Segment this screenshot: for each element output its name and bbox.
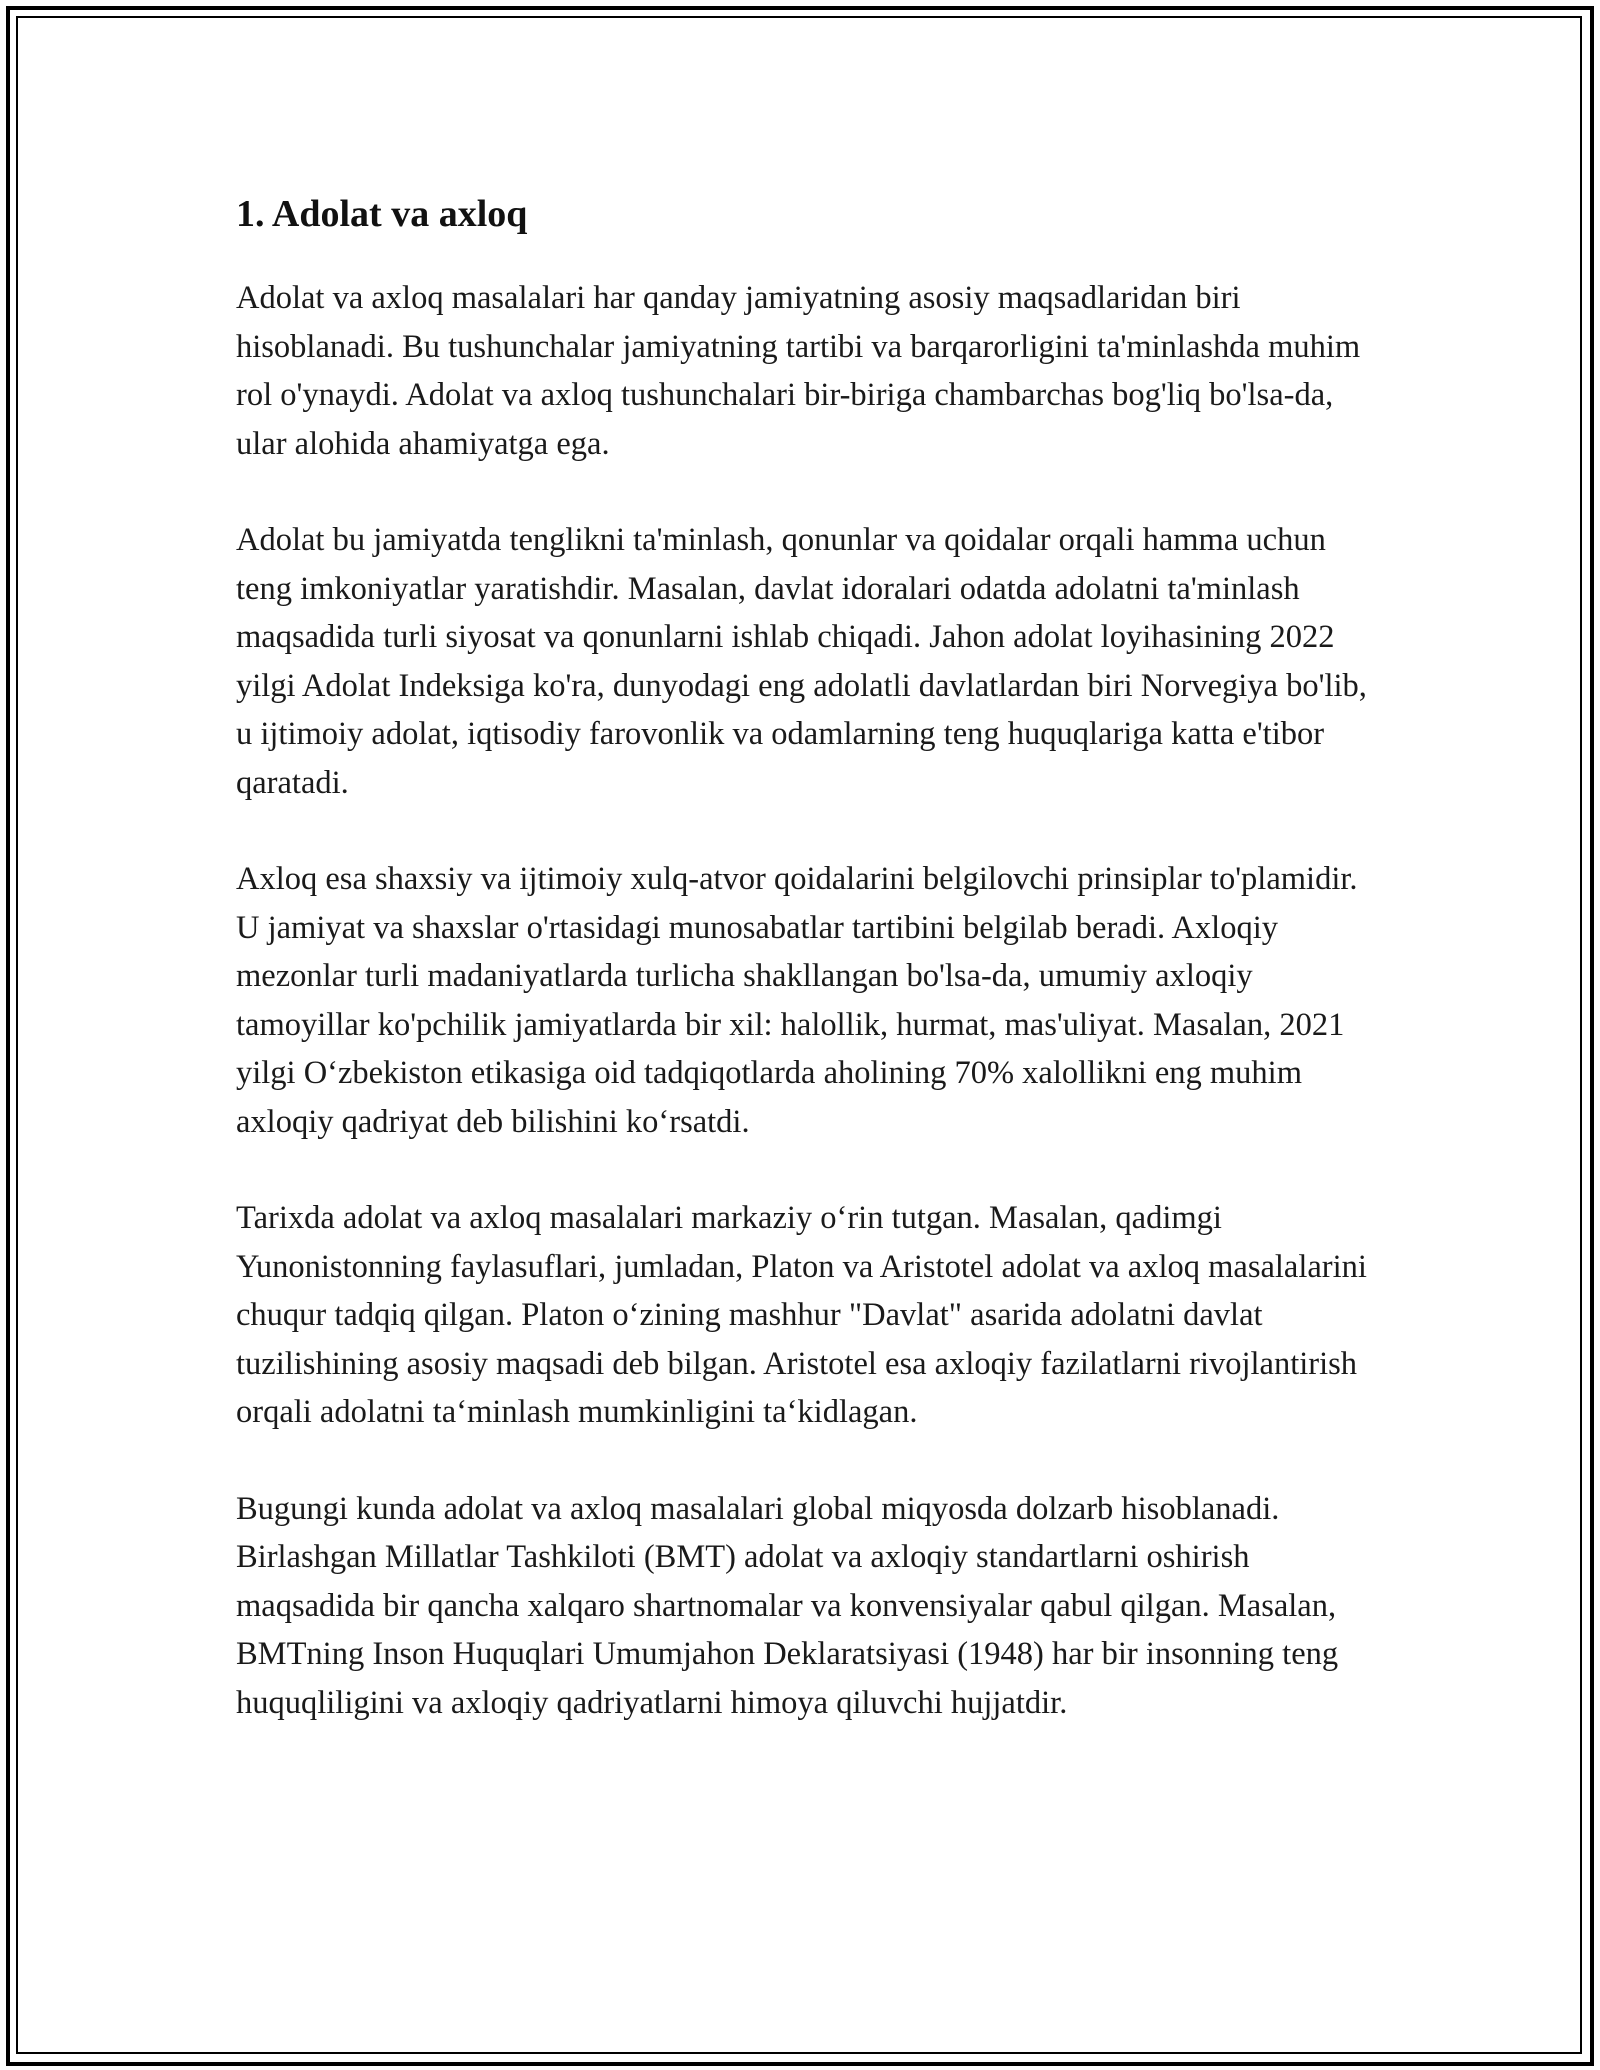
paragraph-bugun: Bugungi kunda adolat va axloq masalalari global miqyosda dolzarb hisoblanadi. Birlashgan Millatlar Tashkiloti (BMT) adolat va axloqiy standartlarni oshirish maqsadida bir qancha xalqaro shartnomalar va konvensiyalar qabul qilgan. Masalan, BMTning Inson Huquqlari Umumjahon Deklaratsiyasi (1948) har bir insonning teng huquqliligini va axloqiy qadriyatlarni himoya qiluvchi hujjatdir. (236, 1490, 1339, 1721)
paragraph-tarix: Tarixda adolat va axloq masalalari markaziy o‘rin tutgan. Masalan, qadimgi Yunonistonning faylasuflari, jumladan, Platon va Aristotel adolat va axloq masalalarini chuqur tadqiq qilgan. Platon o‘zining mashhur "Davlat" asarida adolatni davlat tuzilishining asosiy maqsadi deb bilgan. Aristotel esa axloqiy fazilatlarni rivojlantirish orqali adolatni ta‘minlash mumkinligini ta‘kidlagan. (236, 1200, 1367, 1430)
paragraph-axloq: Axloq esa shaxsiy va ijtimoiy xulq-atvor qoidalarini belgilovchi prinsiplar to'plamidir. U jamiyat va shaxslar o'rtasidagi munosabatlar tartibini belgilab beradi. Axloqiy mezonlar turli madaniyatlarda turlicha shakllangan bo'lsa-da, umumiy axloqiy tamoyillar ko'pchilik jamiyatlarda bir xil: halollik, hurmat, mas'uliyat. Masalan, 2021 yilgi O‘zbekiston etikasiga oid tadqiqotlarda aholining 70% xalollikni eng muhim axloqiy qadriyat deb bilishini ko‘rsatdi. (236, 861, 1358, 1140)
paragraph-intro: Adolat va axloq masalalari har qanday jamiyatning asosiy maqsadlaridan biri hisoblanadi. Bu tushunchalar jamiyatning tartibi va barqarorligini ta'minlashda muhim rol o'ynaydi. Adolat va axloq tushunchalari bir-biriga chambarchas bog'liq bo'lsa-da, ular alohida ahamiyatga ega. (236, 280, 1361, 462)
paragraph-adolat: Adolat bu jamiyatda tenglikni ta'minlash, qonunlar va qoidalar orqali hamma uchun teng imkoniyatlar yaratishdir. Masalan, davlat idoralari odatda adolatni ta'minlash maqsadida turli siyosat va qonunlarni ishlab chiqadi. Jahon adolat loyihasining 2022 yilgi Adolat Indeksiga ko'ra, dunyodagi eng adolatli davlatlardan biri Norvegiya bo'lib, u ijtimoiy adolat, iqtisodiy farovonlik va odamlarning teng huquqlariga katta e'tibor qaratadi. (236, 522, 1367, 801)
document-body (236, 188, 1376, 1775)
section-title: 1. Adolat va axloq (236, 193, 528, 235)
